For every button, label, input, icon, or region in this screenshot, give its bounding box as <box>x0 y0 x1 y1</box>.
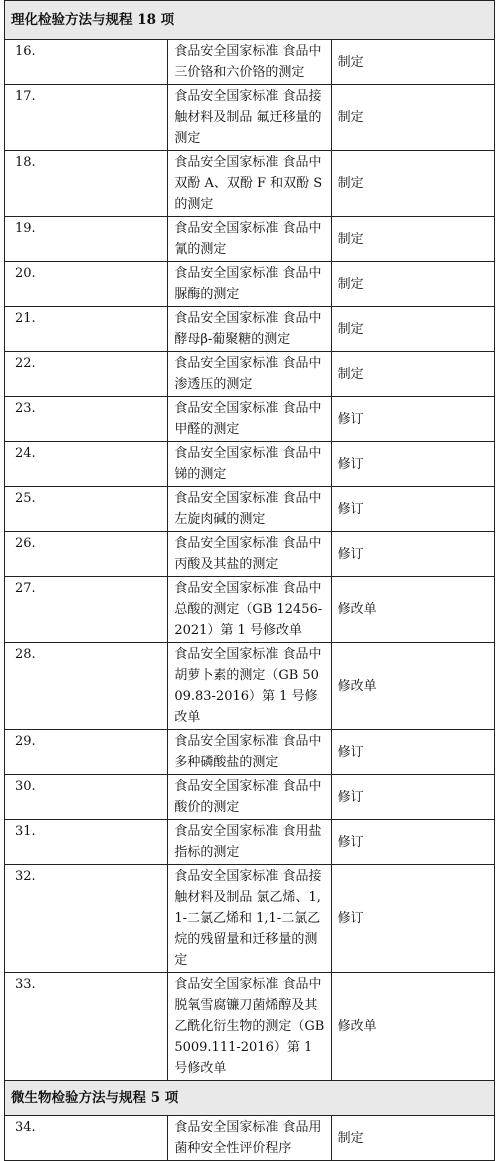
row-number: 18. <box>5 151 168 217</box>
row-number: 16. <box>5 40 168 85</box>
row-number: 23. <box>5 397 168 442</box>
revision-type: 修订 <box>331 775 494 820</box>
table-row <box>5 532 495 577</box>
revision-type: 修订 <box>331 532 494 577</box>
revision-type: 制定 <box>331 1116 494 1161</box>
table-row <box>5 397 495 442</box>
standard-name: 食品安全国家标准 食品中氰的测定 <box>168 217 331 262</box>
row-number: 17. <box>5 85 168 151</box>
standard-name: 食品安全国家标准 食品中渗透压的测定 <box>168 352 331 397</box>
standard-name: 食品安全国家标准 食品中三价铬和六价铬的测定 <box>168 40 331 85</box>
table-row <box>5 307 495 352</box>
table-row <box>5 643 495 730</box>
revision-type: 制定 <box>331 85 494 151</box>
standard-name: 食品安全国家标准 食用盐指标的测定 <box>168 820 331 865</box>
row-number: 29. <box>5 730 168 775</box>
row-number: 20. <box>5 262 168 307</box>
revision-type: 修订 <box>331 730 494 775</box>
standard-name: 食品安全国家标准 食品用菌种安全性评价程序 <box>168 1116 331 1161</box>
row-number: 21. <box>5 307 168 352</box>
revision-type: 修订 <box>331 487 494 532</box>
row-number: 24. <box>5 442 168 487</box>
standard-name: 食品安全国家标准 食品中胡萝卜素的测定（GB 5009.83-2016）第 1 号修改单 <box>168 643 331 730</box>
standards-table-body <box>5 1 495 1161</box>
standard-name: 食品安全国家标准 食品中甲醛的测定 <box>168 397 331 442</box>
standard-name: 食品安全国家标准 食品中总酸的测定（GB 12456-2021）第 1 号修改单 <box>168 577 331 643</box>
table-row <box>5 352 495 397</box>
revision-type: 修订 <box>331 820 494 865</box>
section-title: 理化检验方法与规程 18 项 <box>5 1 495 40</box>
section-header-row <box>5 1081 495 1116</box>
revision-type: 制定 <box>331 307 494 352</box>
standard-name: 食品安全国家标准 食品中酵母β-葡聚糖的测定 <box>168 307 331 352</box>
row-number: 31. <box>5 820 168 865</box>
row-number: 34. <box>5 1116 168 1161</box>
row-number: 33. <box>5 973 168 1081</box>
row-number: 25. <box>5 487 168 532</box>
standards-table <box>4 0 495 1161</box>
standard-name: 食品安全国家标准 食品接触材料及制品 氯乙烯、1,1-二氯乙烯和 1,1-二氯乙烷的残留量和迁移量的测定 <box>168 865 331 973</box>
standard-name: 食品安全国家标准 食品接触材料及制品 氟迁移量的测定 <box>168 85 331 151</box>
table-row <box>5 40 495 85</box>
table-row <box>5 85 495 151</box>
row-number: 19. <box>5 217 168 262</box>
revision-type: 修改单 <box>331 643 494 730</box>
revision-type: 制定 <box>331 40 494 85</box>
row-number: 30. <box>5 775 168 820</box>
table-row <box>5 487 495 532</box>
table-row <box>5 151 495 217</box>
table-row <box>5 730 495 775</box>
standard-name: 食品安全国家标准 食品中左旋肉碱的测定 <box>168 487 331 532</box>
standard-name: 食品安全国家标准 食品中脱氧雪腐镰刀菌烯醇及其乙酰化衍生物的测定（GB 5009.111-2016）第 1 号修改单 <box>168 973 331 1081</box>
revision-type: 修改单 <box>331 577 494 643</box>
standard-name: 食品安全国家标准 食品中丙酸及其盐的测定 <box>168 532 331 577</box>
table-row <box>5 577 495 643</box>
table-row <box>5 820 495 865</box>
revision-type: 制定 <box>331 262 494 307</box>
standard-name: 食品安全国家标准 食品中酸价的测定 <box>168 775 331 820</box>
revision-type: 修改单 <box>331 973 494 1081</box>
table-row <box>5 973 495 1081</box>
revision-type: 制定 <box>331 151 494 217</box>
row-number: 22. <box>5 352 168 397</box>
standard-name: 食品安全国家标准 食品中脲酶的测定 <box>168 262 331 307</box>
row-number: 27. <box>5 577 168 643</box>
table-row <box>5 442 495 487</box>
section-title: 微生物检验方法与规程 5 项 <box>5 1081 495 1116</box>
table-row <box>5 262 495 307</box>
row-number: 26. <box>5 532 168 577</box>
standard-name: 食品安全国家标准 食品中多种磷酸盐的测定 <box>168 730 331 775</box>
table-row <box>5 865 495 973</box>
section-header-row <box>5 1 495 40</box>
row-number: 32. <box>5 865 168 973</box>
revision-type: 制定 <box>331 217 494 262</box>
standard-name: 食品安全国家标准 食品中双酚 A、双酚 F 和双酚 S 的测定 <box>168 151 331 217</box>
revision-type: 修订 <box>331 865 494 973</box>
row-number: 28. <box>5 643 168 730</box>
table-row <box>5 775 495 820</box>
table-row <box>5 217 495 262</box>
revision-type: 修订 <box>331 442 494 487</box>
revision-type: 修订 <box>331 397 494 442</box>
revision-type: 制定 <box>331 352 494 397</box>
table-row <box>5 1116 495 1161</box>
standard-name: 食品安全国家标准 食品中锑的测定 <box>168 442 331 487</box>
